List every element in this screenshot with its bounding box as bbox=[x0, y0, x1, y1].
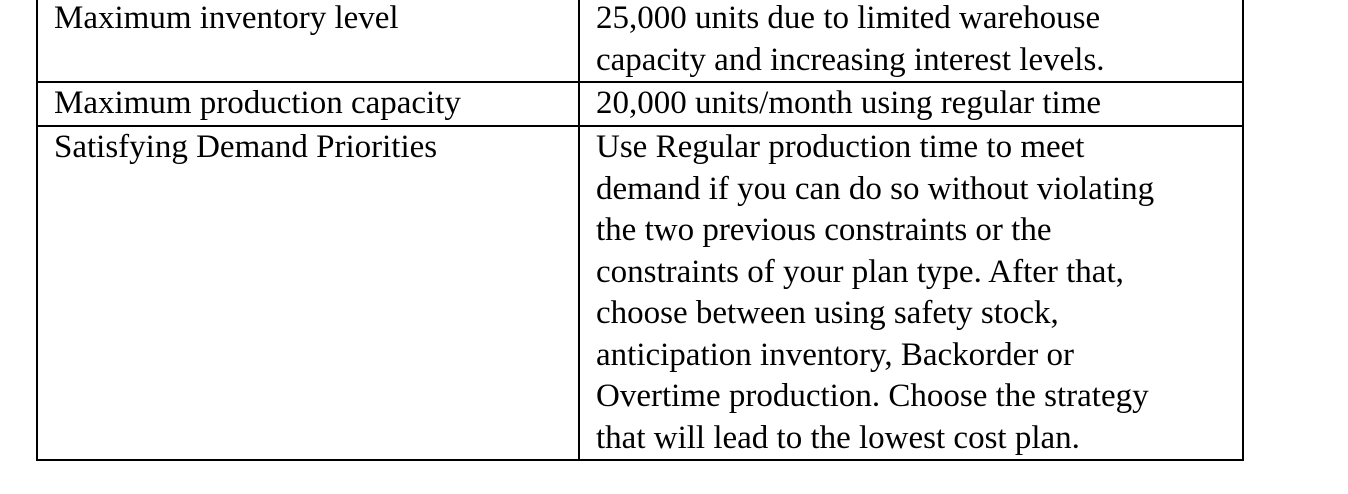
table-row bbox=[37, 0, 1243, 82]
value-line: capacity and increasing interest levels. bbox=[596, 41, 1105, 78]
value-line: anticipation inventory, Backorder or bbox=[596, 336, 1075, 373]
label-text: Maximum inventory level bbox=[54, 0, 399, 36]
table-row bbox=[37, 82, 1243, 126]
row-value bbox=[579, 0, 1243, 82]
label-text: Satisfying Demand Priorities bbox=[54, 129, 438, 165]
value-line: 20,000 units/month using regular time bbox=[596, 85, 1102, 121]
value-line: Overtime production. Choose the strategy bbox=[596, 378, 1149, 414]
value-line: that will lead to the lowest cost plan. bbox=[596, 419, 1080, 456]
row-value bbox=[579, 126, 1243, 460]
value-line: the two previous constraints or the bbox=[596, 212, 1052, 248]
row-value bbox=[579, 82, 1243, 126]
value-line: demand if you can do so without violating bbox=[596, 170, 1155, 207]
value-line: choose between using safety stock, bbox=[596, 295, 1059, 331]
label-text: Maximum production capacity bbox=[54, 85, 461, 121]
row-label bbox=[37, 126, 579, 460]
value-line: 25,000 units due to limited warehouse bbox=[596, 0, 1101, 36]
table-row bbox=[37, 126, 1243, 460]
row-label bbox=[37, 0, 579, 82]
value-line: Use Regular production time to meet bbox=[596, 129, 1085, 165]
value-line: constraints of your plan type. After that, bbox=[596, 253, 1124, 290]
row-label bbox=[37, 82, 579, 126]
constraints-table bbox=[36, 0, 1244, 461]
